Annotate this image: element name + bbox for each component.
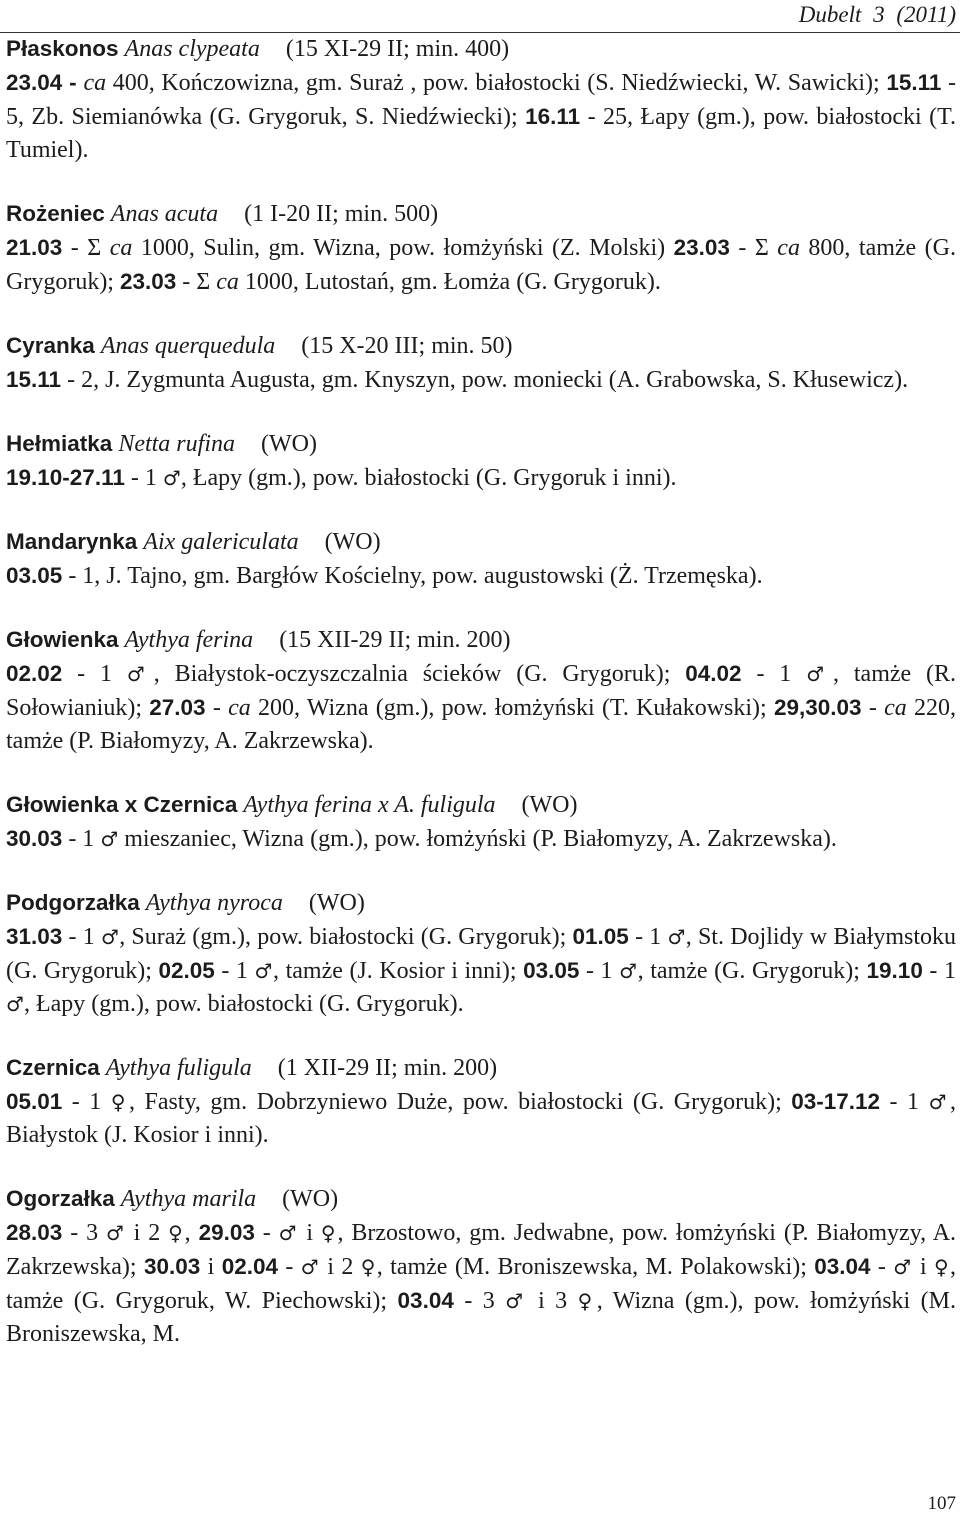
record-text: - 1 [62, 826, 101, 852]
sex-symbol: ♂ [300, 1255, 321, 1279]
species-latin-name: Anas querquedula [100, 333, 276, 359]
sex-symbol: ♂ [162, 466, 181, 490]
date-ref: 29.03 [198, 1220, 255, 1245]
date-ref: 16.11 [525, 104, 581, 129]
record-text: - 1 [922, 958, 956, 984]
running-header: Dubelt 3 (2011) [798, 2, 956, 27]
sex-symbol: ♂ [806, 662, 833, 686]
record-text: - Σ [729, 235, 778, 261]
species-criteria: (WO) [324, 529, 381, 555]
sex-symbol: ♂ [893, 1255, 913, 1279]
species-criteria: (1 I-20 II; min. 500) [244, 201, 439, 227]
record-text: , Suraż (gm.), pow. białostocki (G. Grygoruk); [119, 924, 573, 950]
date-ref: 03.04 [397, 1288, 454, 1313]
species-records [6, 822, 956, 856]
species-name: Mandarynka [6, 529, 138, 554]
species-entry [6, 197, 956, 299]
species-heading [6, 32, 956, 66]
species-heading [6, 329, 956, 363]
species-criteria: (WO) [282, 1186, 339, 1212]
species-latin-name: Aythya ferina [124, 627, 254, 653]
species-criteria: (WO) [260, 431, 317, 457]
record-text: - 1 [880, 1089, 929, 1115]
date-ref: 15.11 [6, 367, 62, 392]
date-ref: 21.03 [6, 235, 63, 260]
record-text: - 1 [741, 661, 807, 687]
record-text: - 2, J. Zygmunta Augusta, gm. Knyszyn, pow. moniecki (A. Grabowska, S. Kłusewicz). [61, 367, 909, 393]
species-name: Podgorzałka [6, 890, 140, 915]
species-latin-name: Aythya marila [120, 1186, 257, 1212]
date-ref: 23.03 [673, 235, 730, 260]
species-name: Ogorzałka [6, 1186, 115, 1211]
species-records [6, 920, 956, 1021]
species-name: Rożeniec [6, 201, 105, 226]
date-ref: 03.05 [6, 563, 63, 588]
date-ref: 27.03 [149, 695, 206, 720]
species-name: Głowienka [6, 627, 119, 652]
species-entry [6, 788, 956, 856]
date-ref: 28.03 [6, 1220, 63, 1245]
sex-symbol: ♂ [105, 1221, 126, 1245]
circa-mark: ca [83, 70, 107, 96]
record-text: , Łapy (gm.), pow. białostocki (G. Grygoruk). [23, 991, 464, 1017]
record-text: - [870, 1254, 894, 1280]
species-records [6, 1085, 956, 1152]
species-latin-name: Netta rufina [118, 431, 235, 457]
record-text: , Wizna (gm.), pow. łomżyński (M. Broniszewska, M. [6, 1288, 956, 1347]
record-text: , tamże (G. Grygoruk); [637, 958, 867, 984]
record-text: - 1 [214, 958, 255, 984]
record-text: , tamże (G. Grygoruk, W. Piechowski); [6, 1254, 956, 1314]
species-criteria: (WO) [521, 792, 578, 818]
circa-mark: ca [109, 235, 133, 261]
species-entry [6, 886, 956, 1021]
species-records [6, 461, 956, 495]
species-name: Głowienka x Czernica [6, 792, 238, 817]
date-ref: 01.05 [572, 924, 629, 949]
circa-mark: ca [228, 695, 251, 721]
record-text: - [861, 695, 885, 721]
species-heading [6, 197, 956, 231]
species-heading [6, 623, 956, 657]
date-ref: 05.01 [6, 1089, 63, 1114]
record-text: i 3 [527, 1288, 578, 1314]
date-ref: 23.04 - [6, 70, 84, 95]
record-text: - [254, 1220, 279, 1246]
sex-symbol: ♀ [168, 1221, 185, 1245]
sex-symbol: ♂ [101, 925, 120, 949]
record-text: , Łapy (gm.), pow. białostocki (G. Grygoruk i inni). [180, 465, 677, 491]
species-entry [6, 1051, 956, 1152]
date-ref: 02.04 [221, 1254, 278, 1279]
species-name: Hełmiatka [6, 431, 113, 456]
date-ref: 04.02 [685, 661, 742, 686]
record-text: i 2 [320, 1254, 361, 1280]
species-heading [6, 427, 956, 461]
species-entry [6, 1182, 956, 1351]
record-text: , St. Dojlidy w Białymstoku (G. Grygoruk); [6, 924, 956, 984]
species-entry [6, 525, 956, 593]
date-ref: 03.05 [523, 958, 580, 983]
sex-symbol: ♂ [6, 992, 24, 1016]
sex-symbol: ♀ [933, 1255, 950, 1279]
species-heading [6, 886, 956, 920]
species-criteria: (1 XII-29 II; min. 200) [277, 1055, 498, 1081]
date-ref: 19.10-27.11 [6, 465, 125, 490]
record-text: - 3 [62, 1220, 106, 1246]
date-ref: 15.11 [886, 70, 942, 95]
species-heading [6, 1182, 956, 1216]
species-latin-name: Anas acuta [110, 201, 219, 227]
record-text: 220, tamże (P. Białomyzy, A. Zakrzewska). [6, 695, 957, 754]
record-text: , tamże (R. Sołowianiuk); [6, 661, 957, 721]
record-text: 1000, Lutostań, gm. Łomża (G. Grygoruk). [238, 269, 661, 295]
species-latin-name: Anas clypeata [124, 36, 260, 62]
sex-symbol: ♂ [126, 662, 154, 686]
species-latin-name: Aythya fuligula [105, 1055, 252, 1081]
species-name: Czernica [6, 1055, 100, 1080]
record-text: - [278, 1254, 301, 1280]
date-ref: 03-17.12 [791, 1089, 881, 1114]
circa-mark: ca [884, 695, 907, 721]
date-ref: 02.05 [158, 958, 215, 983]
record-text: , Białystok-oczyszczalnia ścieków (G. Grygoruk); [153, 661, 686, 687]
species-criteria: (WO) [308, 890, 365, 916]
sex-symbol: ♂ [254, 959, 273, 983]
species-records [6, 363, 956, 397]
record-text: i [200, 1254, 222, 1280]
record-text: mieszaniec, Wizna (gm.), pow. łomżyński (P. Białomyzy, A. Zakrzewska). [118, 826, 837, 852]
record-text: - 5, Zb. Siemianówka (G. Grygoruk, S. Niedźwiecki); [6, 70, 956, 130]
record-text: - [205, 695, 229, 721]
record-text: - 1 [628, 924, 668, 950]
record-text: - 3 [453, 1288, 506, 1314]
species-criteria: (15 X-20 III; min. 50) [301, 333, 513, 359]
record-text: - 25, Łapy (gm.), pow. białostocki (T. Tumiel). [6, 104, 956, 163]
record-text: - 1, J. Tajno, gm. Bargłów Kościelny, pow. augustowski (Ż. Trzemęska). [62, 563, 763, 589]
sex-symbol: ♀ [360, 1255, 377, 1279]
page-number: 107 [927, 1493, 956, 1514]
sex-symbol: ♂ [100, 827, 119, 851]
date-ref: 30.03 [6, 826, 63, 851]
species-heading [6, 788, 956, 822]
record-text: - 1 [124, 465, 163, 491]
date-ref: 30.03 [143, 1254, 201, 1279]
record-text: - 1 [62, 924, 102, 950]
species-records [6, 231, 956, 299]
species-name: Cyranka [6, 333, 95, 358]
sex-symbol: ♂ [278, 1221, 299, 1245]
record-text: - 1 [62, 1089, 111, 1115]
sex-symbol: ♀ [320, 1221, 338, 1245]
sex-symbol: ♂ [667, 925, 686, 949]
record-text: - Σ [62, 235, 110, 261]
sex-symbol: ♀ [577, 1289, 597, 1313]
species-entry [6, 427, 956, 495]
entries-list [6, 32, 956, 1381]
species-records [6, 1216, 956, 1351]
species-latin-name: Aix galericulata [143, 529, 299, 555]
record-text: - Σ [176, 269, 217, 295]
record-text: , tamże (M. Broniszewska, M. Polakowski); [376, 1254, 815, 1280]
record-text: , Białystok (J. Kosior i inni). [6, 1089, 956, 1148]
species-entry [6, 329, 956, 397]
species-records [6, 66, 956, 167]
species-criteria: (15 XII-29 II; min. 200) [279, 627, 511, 653]
record-text: i [298, 1220, 321, 1246]
date-ref: 19.10 [866, 958, 923, 983]
species-latin-name: Aythya nyroca [145, 890, 283, 916]
species-name: Płaskonos [6, 36, 119, 61]
record-text: 800, tamże (G. Grygoruk); [6, 235, 956, 295]
date-ref: 02.02 [6, 661, 63, 686]
species-records [6, 657, 956, 758]
record-text: - 1 [62, 661, 127, 687]
species-entry [6, 32, 956, 167]
species-criteria: (15 XI-29 II; min. 400) [285, 36, 510, 62]
species-entry [6, 623, 956, 758]
sex-symbol: ♂ [619, 959, 638, 983]
record-text: , Fasty, gm. Dobrzyniewo Duże, pow. białostocki (G. Grygoruk); [128, 1089, 792, 1115]
circa-mark: ca [777, 235, 800, 261]
record-text: - 1 [579, 958, 620, 984]
date-ref: 03.04 [814, 1254, 871, 1279]
record-text: 400, Kończowizna, gm. Suraż , pow. białostocki (S. Niedźwiecki, W. Sawicki); [106, 70, 887, 96]
date-ref: 31.03 [6, 924, 63, 949]
circa-mark: ca [216, 269, 239, 295]
species-heading [6, 1051, 956, 1085]
record-text: i [912, 1254, 934, 1280]
record-text: 1000, Sulin, gm. Wizna, pow. łomżyński (Z. Molski) [132, 235, 674, 261]
date-ref: 29,30.03 [773, 695, 862, 720]
record-text: i 2 [125, 1220, 169, 1246]
species-latin-name: Aythya ferina x A. fuligula [243, 792, 496, 818]
sex-symbol: ♂ [505, 1289, 528, 1313]
record-text: 200, Wizna (gm.), pow. łomżyński (T. Kułakowski); [250, 695, 774, 721]
sex-symbol: ♀ [110, 1090, 129, 1114]
record-text: , [184, 1220, 199, 1246]
species-records [6, 559, 956, 593]
sex-symbol: ♂ [928, 1090, 950, 1114]
species-heading [6, 525, 956, 559]
date-ref: 23.03 [119, 269, 177, 294]
record-text: , tamże (J. Kosior i inni); [273, 958, 524, 984]
record-text: , Brzostowo, gm. Jedwabne, pow. łomżyński (P. Białomyzy, A. Zakrzewska); [6, 1220, 957, 1280]
